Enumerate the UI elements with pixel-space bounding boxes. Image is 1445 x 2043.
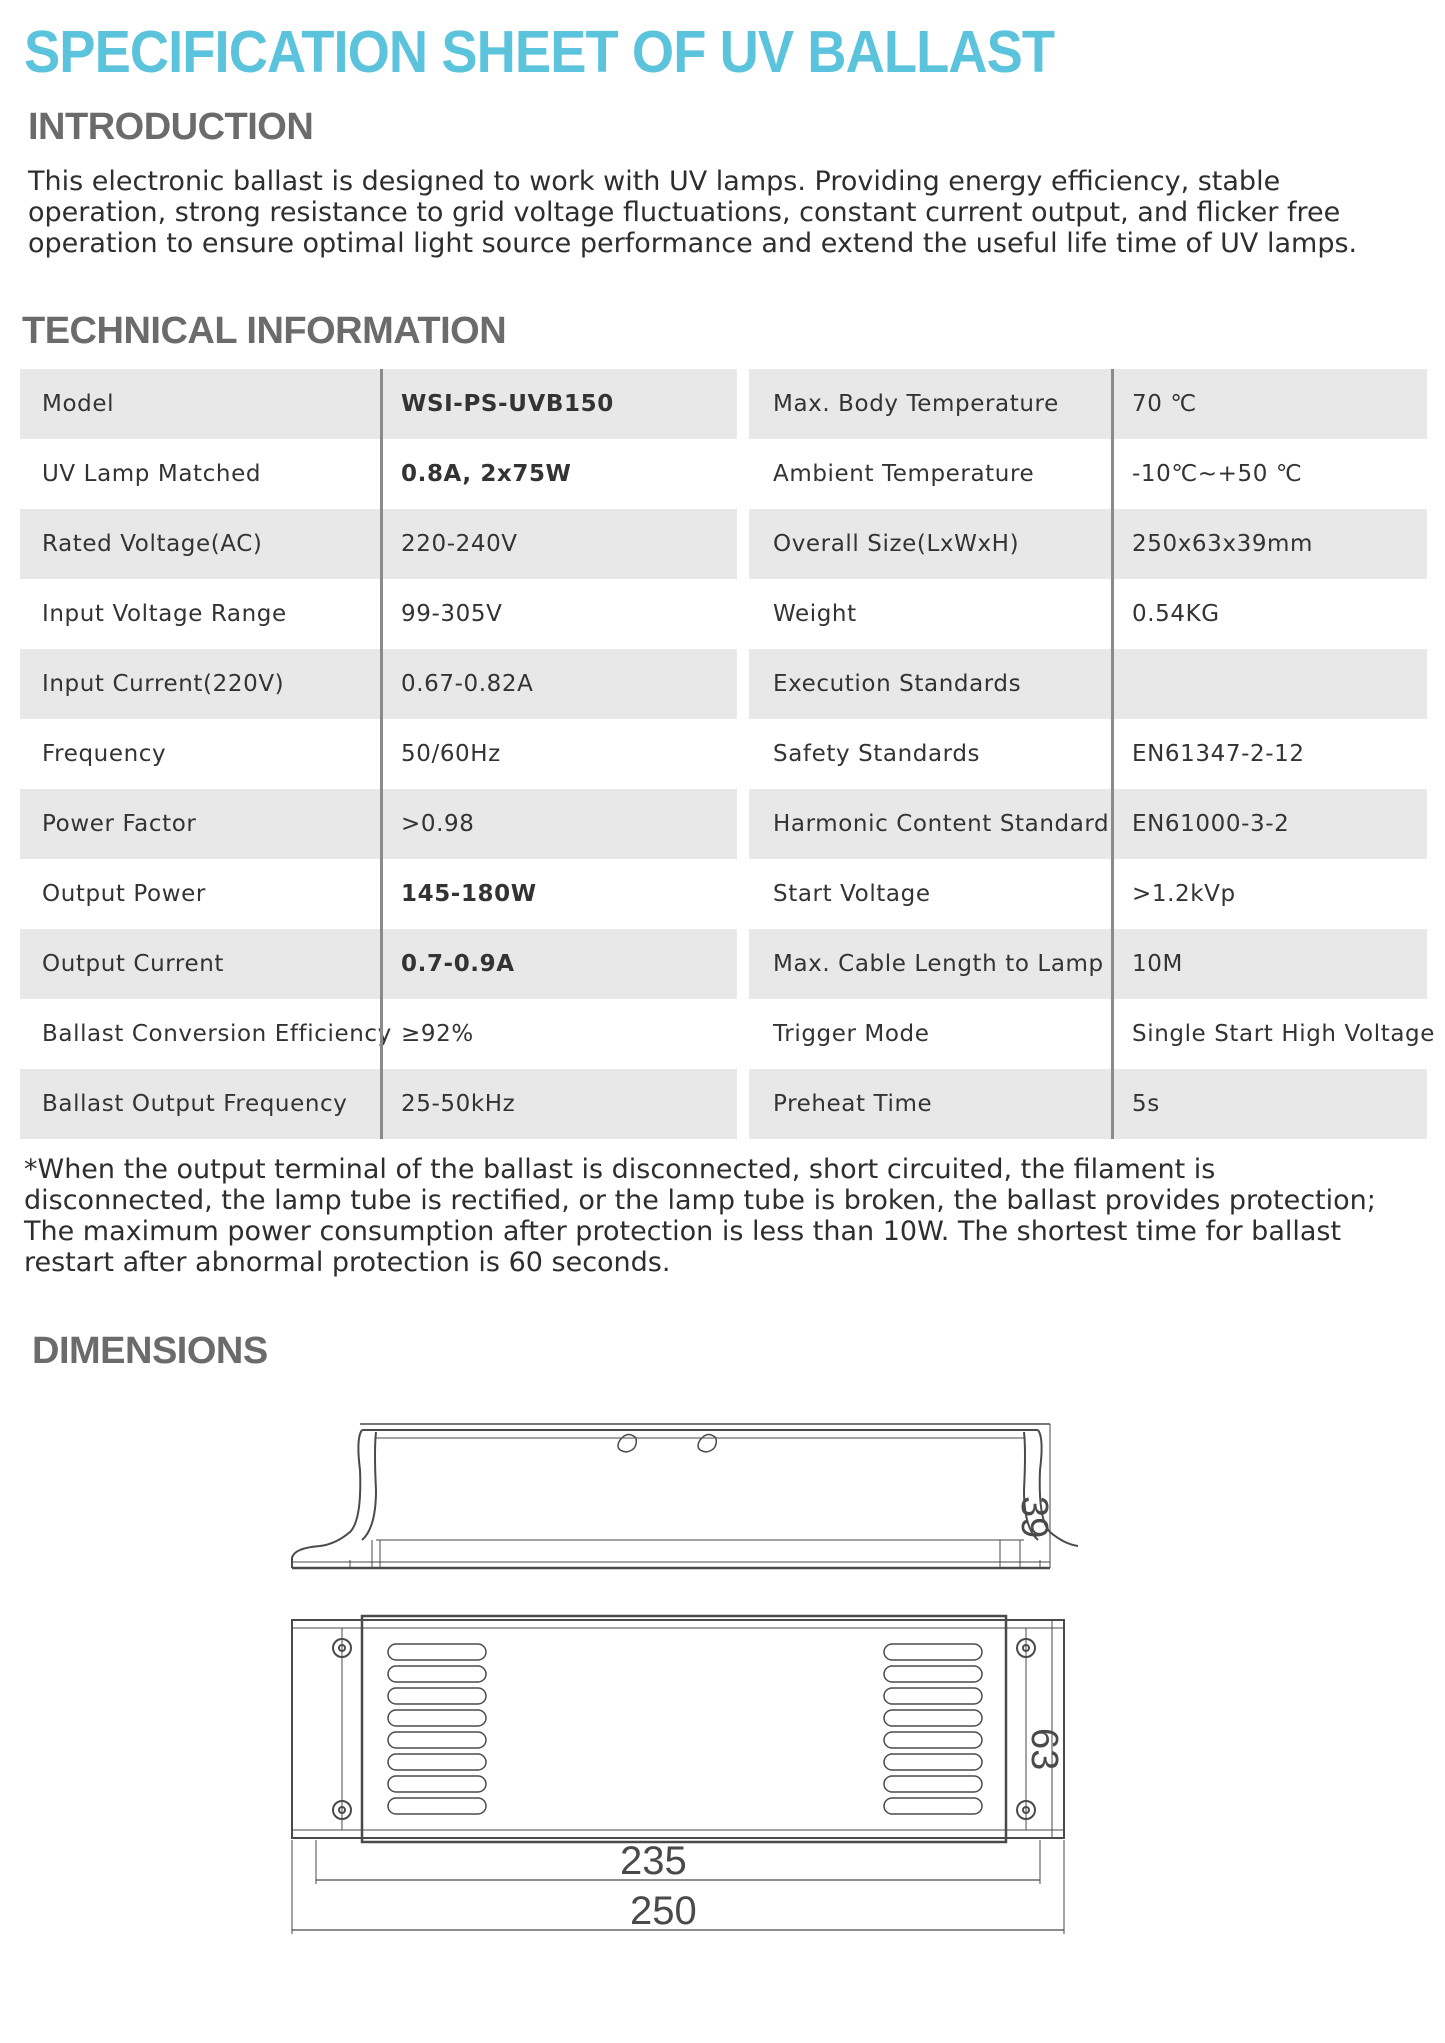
spec-label: Frequency: [42, 741, 167, 767]
spec-label: Preheat Time: [749, 1069, 1111, 1139]
table-row: [20, 509, 1427, 579]
table-row: [20, 789, 1427, 859]
dimensions-heading: DIMENSIONS: [32, 1330, 268, 1372]
spec-label: Ballast Conversion Efficiency: [42, 1021, 392, 1047]
spec-label: Safety Standards: [773, 741, 981, 767]
spec-label: Power Factor: [20, 789, 380, 859]
spec-value: WSI-PS-UVB150: [380, 369, 737, 439]
intro-line: This electronic ballast is designed to work with UV lamps. Providing energy efficiency, stable: [28, 166, 1281, 197]
table-row: [20, 579, 1427, 649]
spec-value: 25-50kHz: [380, 1069, 737, 1139]
note-line: *When the output terminal of the ballast is disconnected, short circuited, the filament is: [24, 1154, 1216, 1185]
intro-line: operation to ensure optimal light source performance and extend the useful life time of UV lamps.: [28, 228, 1358, 259]
spec-label: Weight: [773, 601, 857, 627]
spec-value: 50/60Hz: [380, 719, 737, 789]
spec-label: Max. Body Temperature: [749, 369, 1111, 439]
spec-value: EN61347-2-12: [1111, 719, 1427, 789]
introduction-heading: INTRODUCTION: [28, 106, 314, 148]
dimension-drawing: [280, 1410, 1080, 1970]
spec-value: -10℃~+50 ℃: [1111, 439, 1427, 509]
top-view: [292, 1616, 1064, 1934]
spec-value: Single Start High Voltage: [1111, 999, 1427, 1069]
spec-label: Start Voltage: [773, 881, 931, 907]
spec-value: [1111, 649, 1427, 719]
spec-value: 145-180W: [380, 859, 737, 929]
spec-value: 0.67-0.82A: [380, 649, 737, 719]
intro-line: operation, strong resistance to grid voltage fluctuations, constant current output, and flicker free: [28, 197, 1341, 228]
spec-value: >1.2kVp: [1111, 859, 1427, 929]
spec-value: 0.8A, 2x75W: [380, 439, 737, 509]
spec-table: [20, 369, 1435, 1136]
spec-value: 250x63x39mm: [1111, 509, 1427, 579]
width-dimension-label: 63: [1023, 1728, 1065, 1771]
spec-value: 99-305V: [380, 579, 737, 649]
protection-note: [24, 1154, 1376, 1278]
spec-value: 5s: [1111, 1069, 1427, 1139]
spec-label: Max. Cable Length to Lamp: [749, 929, 1111, 999]
spec-label: Rated Voltage(AC): [20, 509, 380, 579]
spec-label: UV Lamp Matched: [42, 461, 262, 487]
table-row: [20, 859, 1427, 929]
note-line: disconnected, the lamp tube is rectified, or the lamp tube is broken, the ballast provides protection;: [24, 1185, 1376, 1216]
table-row: [20, 369, 1427, 439]
spec-label: Output Power: [42, 881, 206, 907]
spec-label: Input Current(220V): [20, 649, 380, 719]
note-line: restart after abnormal protection is 60 seconds.: [24, 1247, 671, 1278]
spec-label: Input Voltage Range: [42, 601, 287, 627]
spec-label: Model: [20, 369, 380, 439]
spec-label: Overall Size(LxWxH): [749, 509, 1111, 579]
spec-value: 220-240V: [380, 509, 737, 579]
table-row: [20, 999, 1435, 1069]
table-row: [20, 649, 1427, 719]
note-line: The maximum power consumption after protection is less than 10W. The shortest time for ballast: [24, 1216, 1342, 1247]
side-view: [292, 1424, 1078, 1568]
spec-value: EN61000-3-2: [1111, 789, 1427, 859]
spec-value: 70 ℃: [1111, 369, 1427, 439]
spec-value: 10M: [1111, 929, 1427, 999]
table-row: [20, 1069, 1427, 1139]
table-row: [20, 719, 1427, 789]
spec-label: Execution Standards: [749, 649, 1111, 719]
spec-label: Trigger Mode: [773, 1021, 930, 1047]
spec-value: 0.54KG: [1111, 579, 1427, 649]
spec-label: Output Current: [20, 929, 380, 999]
inner-length-dimension-label: 235: [620, 1839, 687, 1883]
technical-information-heading: TECHNICAL INFORMATION: [22, 310, 507, 352]
spec-label: Harmonic Content Standard: [749, 789, 1111, 859]
height-dimension-label: 39: [1013, 1496, 1055, 1539]
table-row: [20, 929, 1427, 999]
spec-value: ≥92%: [380, 999, 737, 1069]
introduction-text: [28, 166, 1357, 259]
length-dimension-label: 250: [630, 1889, 697, 1933]
spec-value: >0.98: [380, 789, 737, 859]
spec-label: Ballast Output Frequency: [20, 1069, 380, 1139]
page-title: SPECIFICATION SHEET OF UV BALLAST: [24, 19, 1055, 85]
spec-value: 0.7-0.9A: [380, 929, 737, 999]
table-row: [20, 439, 1427, 509]
spec-label: Ambient Temperature: [773, 461, 1035, 487]
